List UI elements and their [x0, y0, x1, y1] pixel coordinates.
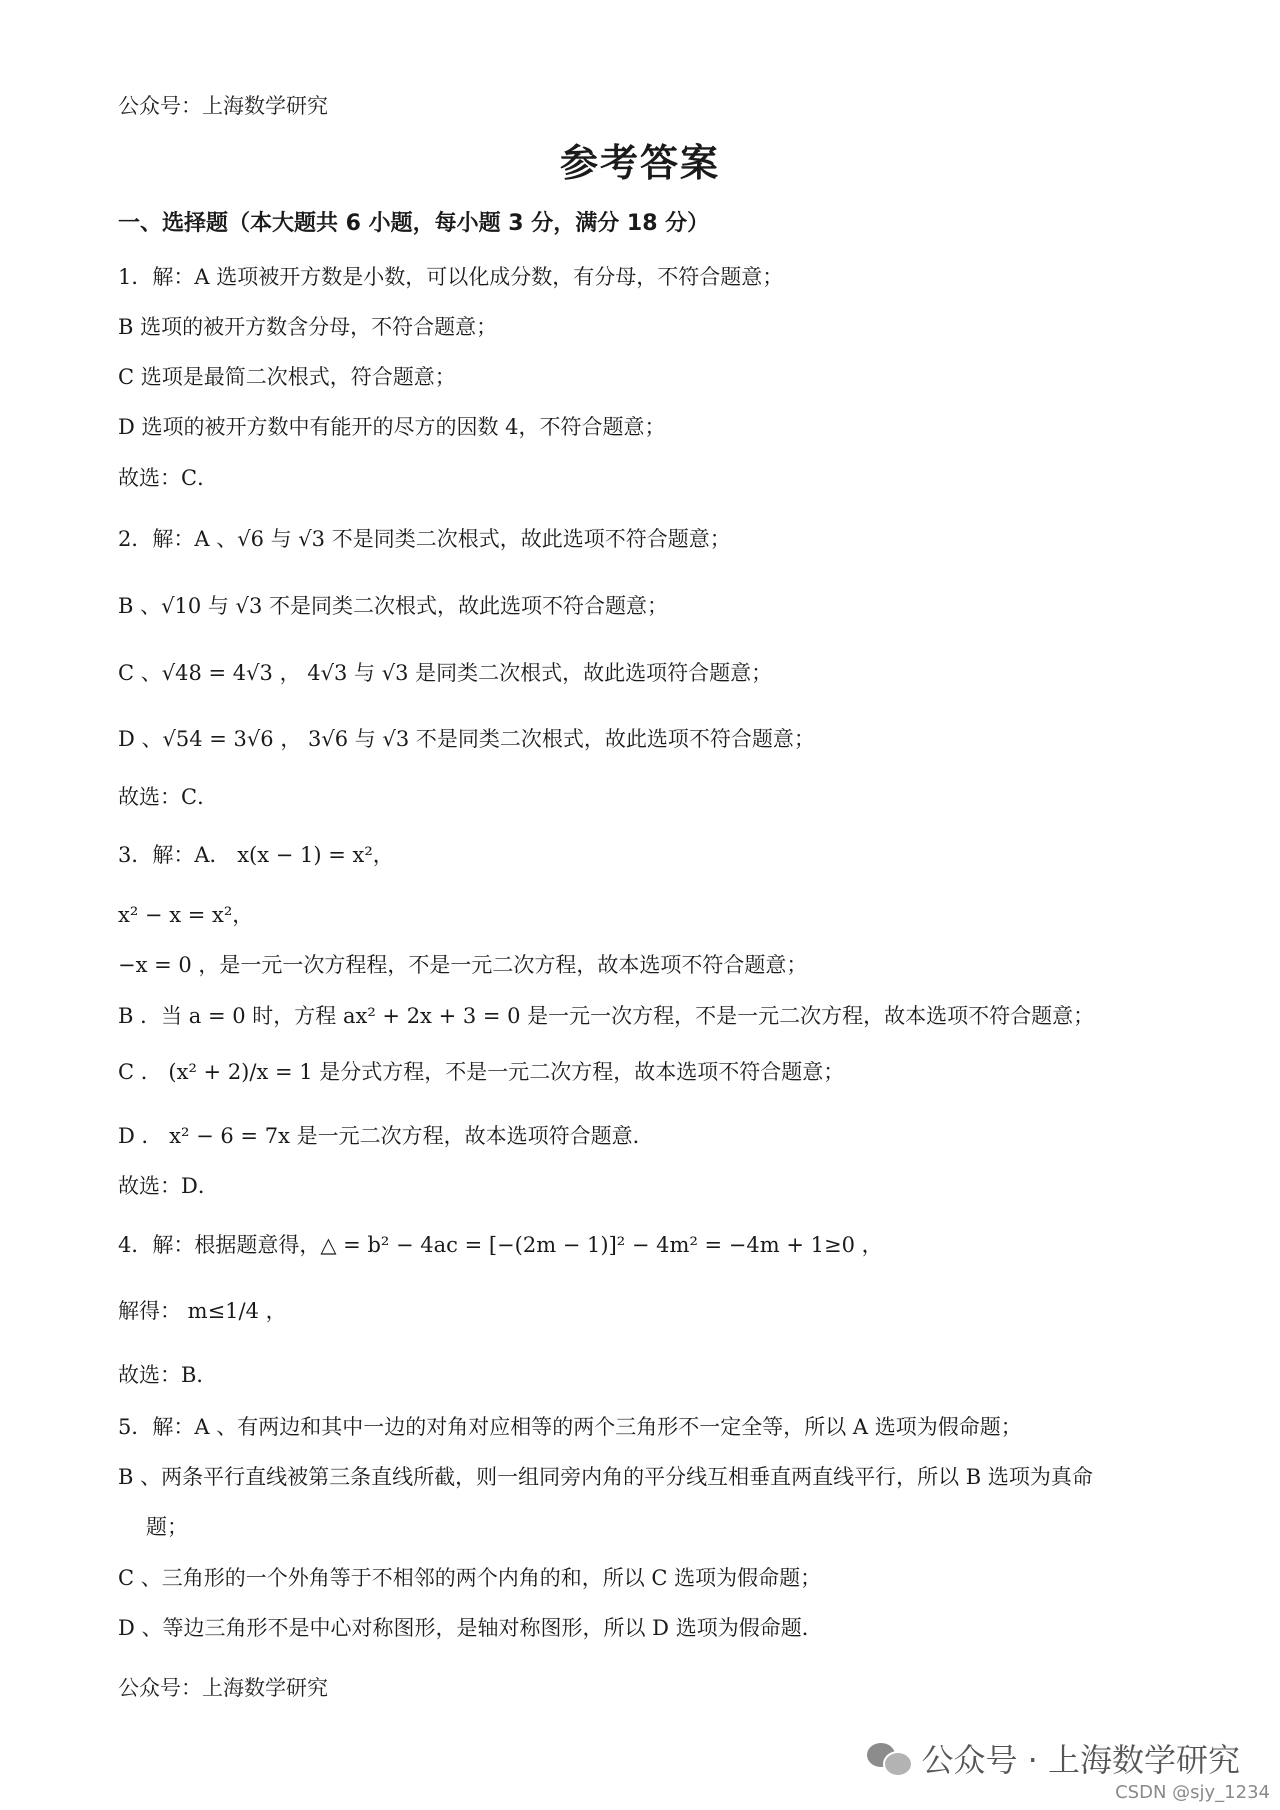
answer-line: 故选：B． [118, 1363, 218, 1387]
answer-line: 1．解：A 选项被开方数是小数，可以化成分数，有分母，不符合题意； [118, 265, 784, 289]
csdn-watermark: CSDN @sjy_1234 [1115, 1782, 1270, 1803]
answer-line: 故选：D． [118, 1174, 219, 1198]
answer-line: 题； [146, 1515, 188, 1539]
answer-line: −x = 0 ，是一元一次方程程，不是一元二次方程，故本选项不符合题意； [118, 953, 808, 977]
answer-line: 故选：C． [118, 785, 219, 809]
answer-line: D 选项的被开方数中有能开的尽方的因数 4，不符合题意； [118, 415, 666, 439]
answer-line: 4．解：根据题意得，△ = b² − 4ac = [−(2m − 1)]² − 4m² = −4m + 1≥0 ， [118, 1233, 883, 1257]
answer-line: B 选项的被开方数含分母，不符合题意； [118, 315, 498, 339]
answer-line: 2．解：A 、√6 与 √3 不是同类二次根式，故此选项不符合题意； [118, 527, 731, 551]
answer-line: 3．解：A． x(x − 1) = x²， [118, 843, 394, 867]
answer-line: 5．解：A 、有两边和其中一边的对角对应相等的两个三角形不一定全等，所以 A 选项为假命题； [118, 1415, 1022, 1439]
page-title: 参考答案 [559, 140, 720, 185]
header-account: 公众号：上海数学研究 [118, 94, 328, 118]
answer-line: C 、三角形的一个外角等于不相邻的两个内角的和，所以 C 选项为假命题； [118, 1566, 822, 1590]
answer-line: D 、√54 = 3√6 ， 3√6 与 √3 不是同类二次根式，故此选项不符合题意； [118, 727, 815, 751]
answer-line: 故选：C． [118, 466, 219, 490]
answer-line: D 、等边三角形不是中心对称图形，是轴对称图形，所以 D 选项为假命题． [118, 1616, 823, 1640]
answer-line: D ． x² − 6 = 7x 是一元二次方程，故本选项符合题意． [118, 1124, 654, 1148]
answer-line: C 、√48 = 4√3 ， 4√3 与 √3 是同类二次根式，故此选项符合题意； [118, 661, 773, 685]
watermark [867, 1735, 1240, 1781]
watermark-text: 公众号 · 上海数学研究 [921, 1741, 1240, 1779]
answer-line: C 选项是最简二次根式，符合题意； [118, 365, 456, 389]
answer-line: x² − x = x²， [118, 903, 254, 927]
answer-line: B 、√10 与 √3 不是同类二次根式，故此选项不符合题意； [118, 594, 668, 618]
answer-line: B ．当 a = 0 时，方程 ax² + 2x + 3 = 0 是一元一次方程，不是一元二次方程，故本选项不符合题意； [118, 1004, 1095, 1028]
answer-line: B 、两条平行直线被第三条直线所截，则一组同旁内角的平分线互相垂直两直线平行，所以 B 选项为真命 [118, 1465, 1093, 1489]
section-title: 一、选择题（本大题共 6 小题，每小题 3 分，满分 18 分） [118, 211, 710, 236]
footer-account: 公众号：上海数学研究 [118, 1676, 328, 1700]
wechat-icon [867, 1741, 911, 1775]
answer-line: C ． (x² + 2)/x = 1 是分式方程，不是一元二次方程，故本选项不符合题意； [118, 1060, 845, 1084]
answer-line: 解得： m≤1/4 ， [118, 1299, 287, 1323]
